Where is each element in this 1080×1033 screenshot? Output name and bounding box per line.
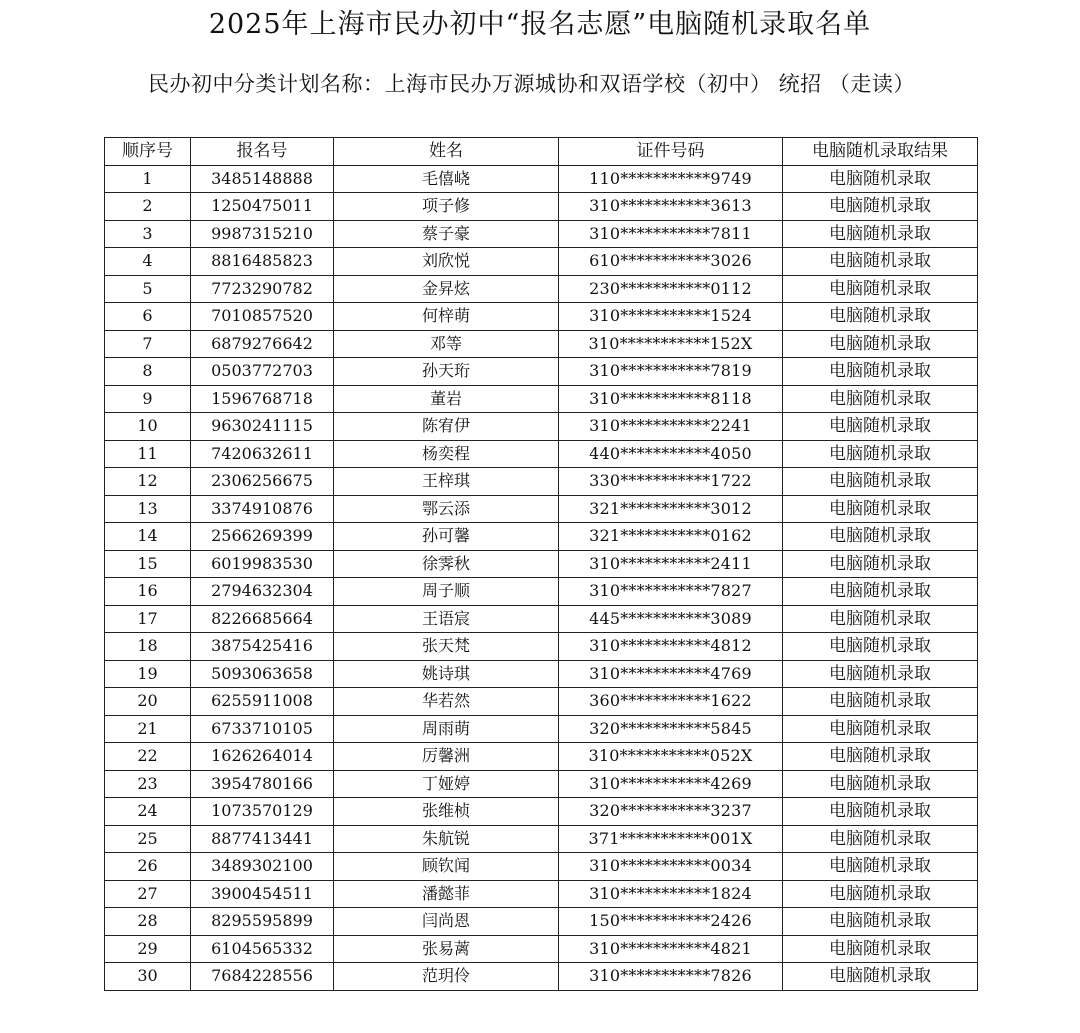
- id-number-cell: 310***********1524: [559, 303, 783, 331]
- id-number-cell: 310***********7819: [559, 358, 783, 386]
- header-id-number: 证件号码: [559, 138, 783, 166]
- sequence-cell: 14: [105, 523, 191, 551]
- admission-result-cell: 电脑随机录取: [783, 578, 978, 606]
- id-number-cell: 610***********3026: [559, 248, 783, 276]
- registration-number-cell: 3485148888: [191, 165, 334, 193]
- table-row: [105, 605, 978, 633]
- document-title: 2025年上海市民办初中“报名志愿”电脑随机录取名单: [208, 9, 872, 40]
- admission-result-cell: 电脑随机录取: [783, 523, 978, 551]
- admission-result-cell: 电脑随机录取: [783, 770, 978, 798]
- registration-number-cell: 6019983530: [191, 550, 334, 578]
- registration-number-cell: 5093063658: [191, 660, 334, 688]
- table-row: [105, 248, 978, 276]
- table-row: [105, 633, 978, 661]
- registration-number-cell: 2794632304: [191, 578, 334, 606]
- id-number-cell: 440***********4050: [559, 440, 783, 468]
- admission-result-cell: 电脑随机录取: [783, 495, 978, 523]
- student-name-cell: 杨奕程: [334, 440, 559, 468]
- table-row: [105, 523, 978, 551]
- table-row: [105, 330, 978, 358]
- table-row: [105, 825, 978, 853]
- admission-result-cell: 电脑随机录取: [783, 330, 978, 358]
- sequence-cell: 19: [105, 660, 191, 688]
- student-name-cell: 朱航锐: [334, 825, 559, 853]
- sequence-cell: 2: [105, 193, 191, 221]
- registration-number-cell: 6879276642: [191, 330, 334, 358]
- id-number-cell: 230***********0112: [559, 275, 783, 303]
- id-number-cell: 310***********3613: [559, 193, 783, 221]
- sequence-cell: 16: [105, 578, 191, 606]
- registration-number-cell: 0503772703: [191, 358, 334, 386]
- registration-number-cell: 8295595899: [191, 908, 334, 936]
- table-row: [105, 385, 978, 413]
- header-registration-number: 报名号: [191, 138, 334, 166]
- id-number-cell: 310***********052X: [559, 743, 783, 771]
- table-row: [105, 880, 978, 908]
- table-row: [105, 660, 978, 688]
- admission-result-cell: 电脑随机录取: [783, 853, 978, 881]
- id-number-cell: 330***********1722: [559, 468, 783, 496]
- table-row: [105, 688, 978, 716]
- admission-result-cell: 电脑随机录取: [783, 660, 978, 688]
- header-name: 姓名: [334, 138, 559, 166]
- registration-number-cell: 2306256675: [191, 468, 334, 496]
- admission-result-cell: 电脑随机录取: [783, 165, 978, 193]
- id-number-cell: 110***********9749: [559, 165, 783, 193]
- id-number-cell: 310***********0034: [559, 853, 783, 881]
- student-name-cell: 邓等: [334, 330, 559, 358]
- sequence-cell: 18: [105, 633, 191, 661]
- student-name-cell: 王语宸: [334, 605, 559, 633]
- sequence-cell: 21: [105, 715, 191, 743]
- admission-result-cell: 电脑随机录取: [783, 743, 978, 771]
- sequence-cell: 12: [105, 468, 191, 496]
- sequence-cell: 25: [105, 825, 191, 853]
- id-number-cell: 310***********2411: [559, 550, 783, 578]
- admission-result-cell: 电脑随机录取: [783, 825, 978, 853]
- plan-name-subtitle: 民办初中分类计划名称：上海市民办万源城协和双语学校（初中） 统招 （走读）: [148, 72, 915, 96]
- student-name-cell: 潘懿菲: [334, 880, 559, 908]
- student-name-cell: 周子顺: [334, 578, 559, 606]
- table-row: [105, 715, 978, 743]
- sequence-cell: 26: [105, 853, 191, 881]
- admission-result-cell: 电脑随机录取: [783, 605, 978, 633]
- admission-table: [104, 137, 978, 991]
- id-number-cell: 360***********1622: [559, 688, 783, 716]
- admission-result-cell: 电脑随机录取: [783, 633, 978, 661]
- id-number-cell: 310***********7811: [559, 220, 783, 248]
- student-name-cell: 张易蓠: [334, 935, 559, 963]
- student-name-cell: 范玥伶: [334, 963, 559, 991]
- student-name-cell: 华若然: [334, 688, 559, 716]
- table-row: [105, 303, 978, 331]
- sequence-cell: 22: [105, 743, 191, 771]
- table-row: [105, 853, 978, 881]
- student-name-cell: 姚诗琪: [334, 660, 559, 688]
- admission-result-cell: 电脑随机录取: [783, 963, 978, 991]
- admission-result-cell: 电脑随机录取: [783, 798, 978, 826]
- registration-number-cell: 1250475011: [191, 193, 334, 221]
- id-number-cell: 310***********152X: [559, 330, 783, 358]
- id-number-cell: 321***********0162: [559, 523, 783, 551]
- sequence-cell: 5: [105, 275, 191, 303]
- table-row: [105, 908, 978, 936]
- table-row: [105, 413, 978, 441]
- sequence-cell: 10: [105, 413, 191, 441]
- table-row: [105, 165, 978, 193]
- sequence-cell: 23: [105, 770, 191, 798]
- table-row: [105, 798, 978, 826]
- table-row: [105, 275, 978, 303]
- header-admission-result: 电脑随机录取结果: [783, 138, 978, 166]
- admission-result-cell: 电脑随机录取: [783, 468, 978, 496]
- student-name-cell: 董岩: [334, 385, 559, 413]
- sequence-cell: 15: [105, 550, 191, 578]
- student-name-cell: 陈宥伊: [334, 413, 559, 441]
- table-row: [105, 578, 978, 606]
- table-row: [105, 358, 978, 386]
- student-name-cell: 张维桢: [334, 798, 559, 826]
- sequence-cell: 30: [105, 963, 191, 991]
- student-name-cell: 丁娅婷: [334, 770, 559, 798]
- admission-result-cell: 电脑随机录取: [783, 358, 978, 386]
- admission-result-cell: 电脑随机录取: [783, 193, 978, 221]
- id-number-cell: 310***********7826: [559, 963, 783, 991]
- table-row: [105, 495, 978, 523]
- admission-result-cell: 电脑随机录取: [783, 880, 978, 908]
- id-number-cell: 310***********4769: [559, 660, 783, 688]
- student-name-cell: 何梓萌: [334, 303, 559, 331]
- sequence-cell: 7: [105, 330, 191, 358]
- sequence-cell: 27: [105, 880, 191, 908]
- student-name-cell: 王梓琪: [334, 468, 559, 496]
- id-number-cell: 310***********2241: [559, 413, 783, 441]
- admission-result-cell: 电脑随机录取: [783, 550, 978, 578]
- registration-number-cell: 1073570129: [191, 798, 334, 826]
- student-name-cell: 周雨萌: [334, 715, 559, 743]
- id-number-cell: 310***********4269: [559, 770, 783, 798]
- student-name-cell: 项子修: [334, 193, 559, 221]
- admission-result-cell: 电脑随机录取: [783, 715, 978, 743]
- registration-number-cell: 2566269399: [191, 523, 334, 551]
- admission-result-cell: 电脑随机录取: [783, 220, 978, 248]
- student-name-cell: 鄂云添: [334, 495, 559, 523]
- table-row: [105, 963, 978, 991]
- sequence-cell: 1: [105, 165, 191, 193]
- id-number-cell: 371***********001X: [559, 825, 783, 853]
- id-number-cell: 310***********8118: [559, 385, 783, 413]
- sequence-cell: 11: [105, 440, 191, 468]
- registration-number-cell: 8816485823: [191, 248, 334, 276]
- student-name-cell: 刘欣悦: [334, 248, 559, 276]
- sequence-cell: 3: [105, 220, 191, 248]
- id-number-cell: 310***********7827: [559, 578, 783, 606]
- student-name-cell: 厉馨洲: [334, 743, 559, 771]
- table-row: [105, 220, 978, 248]
- sequence-cell: 4: [105, 248, 191, 276]
- sequence-cell: 20: [105, 688, 191, 716]
- id-number-cell: 310***********4812: [559, 633, 783, 661]
- table-row: [105, 935, 978, 963]
- student-name-cell: 蔡子豪: [334, 220, 559, 248]
- registration-number-cell: 6104565332: [191, 935, 334, 963]
- table-row: [105, 550, 978, 578]
- admission-result-cell: 电脑随机录取: [783, 440, 978, 468]
- registration-number-cell: 9987315210: [191, 220, 334, 248]
- registration-number-cell: 3954780166: [191, 770, 334, 798]
- registration-number-cell: 6255911008: [191, 688, 334, 716]
- registration-number-cell: 7684228556: [191, 963, 334, 991]
- sequence-cell: 8: [105, 358, 191, 386]
- registration-number-cell: 9630241115: [191, 413, 334, 441]
- student-name-cell: 顾钦闻: [334, 853, 559, 881]
- table-body: [105, 165, 978, 990]
- sequence-cell: 6: [105, 303, 191, 331]
- registration-number-cell: 3374910876: [191, 495, 334, 523]
- table-row: [105, 440, 978, 468]
- table-row: [105, 743, 978, 771]
- admission-result-cell: 电脑随机录取: [783, 385, 978, 413]
- sequence-cell: 29: [105, 935, 191, 963]
- id-number-cell: 445***********3089: [559, 605, 783, 633]
- registration-number-cell: 8226685664: [191, 605, 334, 633]
- student-name-cell: 张天梵: [334, 633, 559, 661]
- admission-result-cell: 电脑随机录取: [783, 275, 978, 303]
- student-name-cell: 孙可馨: [334, 523, 559, 551]
- sequence-cell: 17: [105, 605, 191, 633]
- sequence-cell: 28: [105, 908, 191, 936]
- registration-number-cell: 6733710105: [191, 715, 334, 743]
- table-row: [105, 770, 978, 798]
- student-name-cell: 孙天珩: [334, 358, 559, 386]
- registration-number-cell: 3900454511: [191, 880, 334, 908]
- admission-result-cell: 电脑随机录取: [783, 935, 978, 963]
- table-header-row: [105, 138, 978, 166]
- student-name-cell: 毛僖峣: [334, 165, 559, 193]
- sequence-cell: 9: [105, 385, 191, 413]
- student-name-cell: 徐霁秋: [334, 550, 559, 578]
- registration-number-cell: 3489302100: [191, 853, 334, 881]
- registration-number-cell: 1626264014: [191, 743, 334, 771]
- registration-number-cell: 7723290782: [191, 275, 334, 303]
- table-row: [105, 468, 978, 496]
- id-number-cell: 320***********5845: [559, 715, 783, 743]
- admission-result-cell: 电脑随机录取: [783, 303, 978, 331]
- id-number-cell: 310***********1824: [559, 880, 783, 908]
- admission-result-cell: 电脑随机录取: [783, 688, 978, 716]
- id-number-cell: 320***********3237: [559, 798, 783, 826]
- id-number-cell: 150***********2426: [559, 908, 783, 936]
- registration-number-cell: 7010857520: [191, 303, 334, 331]
- admission-result-cell: 电脑随机录取: [783, 908, 978, 936]
- header-sequence: 顺序号: [105, 138, 191, 166]
- admission-result-cell: 电脑随机录取: [783, 413, 978, 441]
- student-name-cell: 金昇炫: [334, 275, 559, 303]
- registration-number-cell: 8877413441: [191, 825, 334, 853]
- student-name-cell: 闫尚恩: [334, 908, 559, 936]
- registration-number-cell: 1596768718: [191, 385, 334, 413]
- admission-result-cell: 电脑随机录取: [783, 248, 978, 276]
- sequence-cell: 24: [105, 798, 191, 826]
- id-number-cell: 321***********3012: [559, 495, 783, 523]
- registration-number-cell: 7420632611: [191, 440, 334, 468]
- sequence-cell: 13: [105, 495, 191, 523]
- id-number-cell: 310***********4821: [559, 935, 783, 963]
- registration-number-cell: 3875425416: [191, 633, 334, 661]
- table-row: [105, 193, 978, 221]
